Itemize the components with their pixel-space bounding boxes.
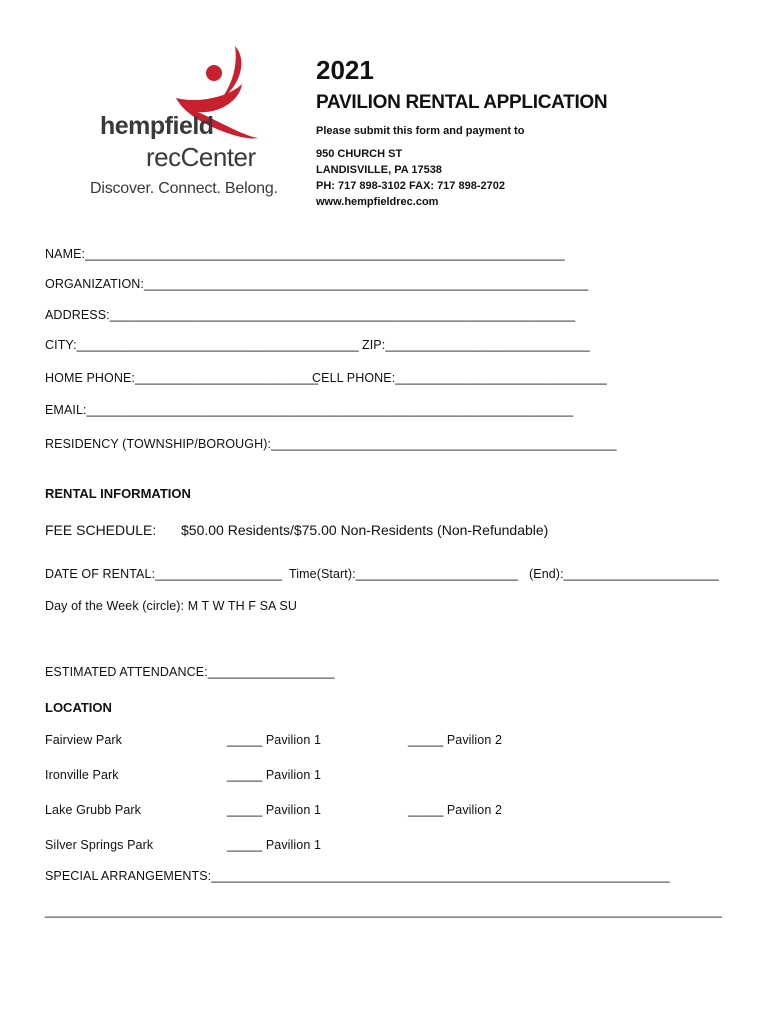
time-start-field[interactable]: Time(Start):_______________________	[289, 567, 518, 581]
form-year: 2021	[316, 55, 374, 85]
address-field[interactable]: ADDRESS:__________________________________________________________________	[45, 308, 576, 322]
logo-tagline: Discover. Connect. Belong.	[90, 180, 278, 197]
time-end-field[interactable]: (End):______________________	[529, 567, 719, 581]
city-field[interactable]: CITY:________________________________________	[45, 338, 359, 352]
park-name: Ironville Park	[45, 768, 119, 782]
address-line1: 950 CHURCH ST	[316, 148, 403, 160]
form-title: PAVILION RENTAL APPLICATION	[316, 92, 608, 113]
hempfield-logo	[80, 40, 290, 210]
logo-name-bottom: recCenter	[146, 142, 256, 172]
name-field[interactable]: NAME:____________________________________________________________________	[45, 247, 565, 261]
website: www.hempfieldrec.com	[316, 196, 439, 208]
zip-field[interactable]: ZIP:_____________________________	[362, 338, 590, 352]
fee-schedule-value: $50.00 Residents/$75.00 Non-Residents (Non-Refundable)	[181, 522, 549, 538]
special-arrangements-field[interactable]: SPECIAL ARRANGEMENTS:_________________________________________________________________	[45, 869, 670, 883]
park-name: Lake Grubb Park	[45, 803, 141, 817]
residency-field[interactable]: RESIDENCY (TOWNSHIP/BOROUGH):_________________________________________________	[45, 437, 617, 451]
address-line2: LANDISVILLE, PA 17538	[316, 164, 442, 176]
park-name: Fairview Park	[45, 733, 123, 747]
date-of-rental-field[interactable]: DATE OF RENTAL:__________________	[45, 567, 283, 581]
organization-field[interactable]: ORGANIZATION:_______________________________________________________________	[45, 277, 589, 291]
phone-fax: PH: 717 898-3102 FAX: 717 898-2702	[316, 180, 505, 192]
day-of-week[interactable]: Day of the Week (circle): M T W TH F SA SU	[45, 599, 297, 613]
submit-note: Please submit this form and payment to	[316, 125, 525, 137]
pavilion-option[interactable]: _____ Pavilion 1	[227, 803, 322, 817]
cell-phone-field[interactable]: CELL PHONE:______________________________	[312, 371, 607, 385]
pavilion-option[interactable]: _____ Pavilion 1	[227, 733, 322, 747]
pavilion-option[interactable]: _____ Pavilion 2	[408, 733, 503, 747]
pavilion-option[interactable]: _____ Pavilion 1	[227, 838, 322, 852]
logo-name-top: hempfield	[100, 112, 214, 140]
pavilion-option[interactable]: _____ Pavilion 1	[227, 768, 322, 782]
pavilion-option[interactable]: _____ Pavilion 2	[408, 803, 503, 817]
home-phone-field[interactable]: HOME PHONE:__________________________	[45, 371, 319, 385]
location-heading: LOCATION	[45, 700, 112, 715]
park-name: Silver Springs Park	[45, 838, 154, 852]
special-arrangements-line2[interactable]: ________________________________________________________________________________________________	[45, 904, 722, 918]
fee-schedule-label: FEE SCHEDULE:	[45, 522, 157, 538]
email-field[interactable]: EMAIL:_____________________________________________________________________	[45, 403, 574, 417]
attendance-field[interactable]: ESTIMATED ATTENDANCE:__________________	[45, 665, 335, 679]
rental-info-heading: RENTAL INFORMATION	[45, 486, 191, 501]
